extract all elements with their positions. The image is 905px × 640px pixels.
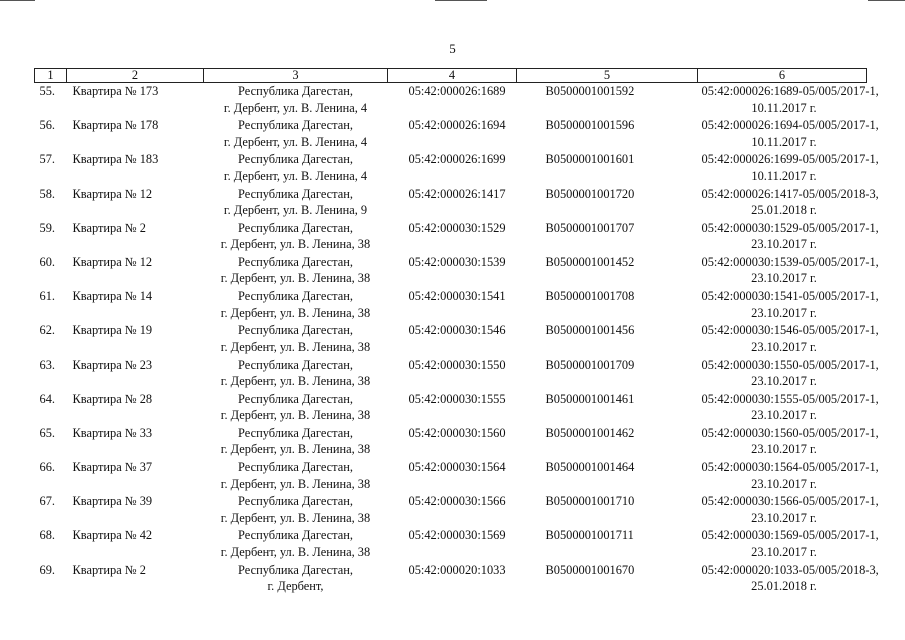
row-number: 69. (39, 562, 55, 577)
registration-record: 05:42:000030:1569-05/005/2017-1, (701, 528, 879, 543)
address-cell (204, 254, 388, 288)
column-header: 5 (517, 69, 698, 83)
row-number: 67. (39, 494, 55, 509)
object-name-cell (67, 151, 204, 185)
row-number-cell (35, 83, 67, 118)
registration-date: 25.01.2018 г. (751, 203, 817, 218)
registration-date: 10.11.2017 г. (751, 100, 817, 115)
object-name-cell (67, 322, 204, 356)
table-row (35, 459, 867, 493)
object-name-cell (67, 220, 204, 254)
object-name-cell (67, 186, 204, 220)
registry-number-cell (517, 186, 698, 220)
row-number: 59. (39, 220, 55, 235)
column-header: 6 (698, 69, 867, 83)
registration-cell (698, 288, 879, 322)
address-line-1: Республика Дагестан, (238, 391, 353, 406)
row-number-cell (35, 425, 67, 459)
address-line-2: г. Дербент, ул. В. Ленина, 38 (220, 237, 371, 252)
registry-number: В0500001001710 (545, 494, 635, 509)
registration-date: 23.10.2017 г. (751, 408, 817, 423)
object-name: Квартира № 23 (72, 357, 153, 372)
registration-date: 10.11.2017 г. (751, 134, 817, 149)
registry-number-cell (517, 117, 698, 151)
table-row (35, 151, 867, 185)
address-cell (204, 322, 388, 356)
address-line-2: г. Дербент, ул. В. Ленина, 38 (220, 339, 371, 354)
property-table (34, 68, 879, 596)
address-cell (204, 186, 388, 220)
registry-number-cell (517, 425, 698, 459)
address-line-2: г. Дербент, ул. В. Ленина, 38 (220, 408, 371, 423)
address-cell (204, 151, 388, 185)
cadastral-number: 05:42:000026:1417 (408, 186, 506, 201)
registry-number-cell (517, 151, 698, 185)
address-line-1: Республика Дагестан, (238, 289, 353, 304)
registration-cell (698, 562, 879, 596)
address-line-2: г. Дербент, ул. В. Ленина, 4 (223, 168, 368, 183)
registration-date: 23.10.2017 г. (751, 544, 817, 559)
cadastral-number: 05:42:000026:1689 (408, 84, 506, 98)
cadastral-number-cell (388, 527, 517, 561)
table-row (35, 186, 867, 220)
table-row (35, 254, 867, 288)
row-number-cell (35, 254, 67, 288)
address-line-1: Республика Дагестан, (238, 186, 353, 201)
address-cell (204, 493, 388, 527)
address-line-2: г. Дербент, ул. В. Ленина, 38 (220, 305, 371, 320)
registration-cell (698, 322, 879, 356)
table-row (35, 322, 867, 356)
cadastral-number: 05:42:000020:1033 (408, 562, 506, 577)
cadastral-number: 05:42:000030:1564 (408, 460, 506, 475)
registry-number: В0500001001711 (545, 528, 634, 543)
page-number: 5 (449, 41, 456, 56)
registration-record: 05:42:000026:1417-05/005/2018-3, (701, 186, 879, 201)
registration-record: 05:42:000030:1564-05/005/2017-1, (701, 460, 879, 475)
registration-date: 25.01.2018 г. (751, 579, 817, 594)
registration-record: 05:42:000026:1689-05/005/2017-1, (701, 84, 879, 98)
address-cell (204, 527, 388, 561)
address-line-2: г. Дербент, ул. В. Ленина, 38 (220, 271, 371, 286)
object-name: Квартира № 2 (72, 562, 146, 577)
registration-record: 05:42:000026:1699-05/005/2017-1, (701, 152, 879, 167)
row-number: 62. (39, 323, 55, 338)
column-header: 4 (388, 69, 517, 83)
address-line-1: Республика Дагестан, (238, 323, 353, 338)
row-number: 56. (39, 118, 55, 133)
cadastral-number: 05:42:000026:1699 (408, 152, 506, 167)
registration-date: 23.10.2017 г. (751, 476, 817, 491)
cadastral-number-cell (388, 151, 517, 185)
table-row (35, 288, 867, 322)
cadastral-number: 05:42:000030:1566 (408, 494, 506, 509)
registration-cell (698, 151, 879, 185)
registration-date: 23.10.2017 г. (751, 510, 817, 525)
address-cell (204, 357, 388, 391)
cadastral-number: 05:42:000030:1560 (408, 425, 506, 440)
registry-number: В0500001001462 (545, 425, 635, 440)
registry-number: В0500001001596 (545, 118, 635, 133)
address-line-2: г. Дербент, ул. В. Ленина, 38 (220, 544, 371, 559)
registry-number-cell (517, 220, 698, 254)
registration-record: 05:42:000030:1529-05/005/2017-1, (701, 220, 879, 235)
registry-number-cell (517, 288, 698, 322)
registration-date: 23.10.2017 г. (751, 339, 817, 354)
object-name-cell (67, 527, 204, 561)
object-name-cell (67, 357, 204, 391)
row-number-cell (35, 493, 67, 527)
table-row (35, 527, 867, 561)
table-row (35, 391, 867, 425)
cadastral-number: 05:42:000030:1546 (408, 323, 506, 338)
table-header-row (35, 69, 867, 83)
address-line-2: г. Дербент, ул. В. Ленина, 38 (220, 374, 371, 388)
object-name-cell (67, 254, 204, 288)
row-number-cell (35, 322, 67, 356)
table-row (35, 562, 867, 596)
cadastral-number-cell (388, 425, 517, 459)
registration-record: 05:42:000030:1541-05/005/2017-1, (701, 289, 879, 304)
registry-number-cell (517, 527, 698, 561)
address-line-1: Республика Дагестан, (238, 84, 353, 98)
table-row (35, 117, 867, 151)
registration-cell (698, 493, 879, 527)
registration-date: 23.10.2017 г. (751, 237, 817, 252)
registration-date: 10.11.2017 г. (751, 168, 817, 183)
registry-number-cell (517, 357, 698, 391)
address-cell (204, 83, 388, 118)
address-cell (204, 288, 388, 322)
registration-date: 23.10.2017 г. (751, 271, 817, 286)
address-line-2: г. Дербент, ул. В. Ленина, 9 (223, 203, 368, 218)
row-number-cell (35, 562, 67, 596)
object-name-cell (67, 391, 204, 425)
registration-record: 05:42:000030:1550-05/005/2017-1, (701, 357, 879, 372)
object-name: Квартира № 28 (72, 391, 153, 406)
registry-number-cell (517, 254, 698, 288)
registration-record: 05:42:000030:1546-05/005/2017-1, (701, 323, 879, 338)
row-number: 68. (39, 528, 55, 543)
cadastral-number-cell (388, 357, 517, 391)
row-number: 63. (39, 357, 55, 372)
address-line-2: г. Дербент, ул. В. Ленина, 38 (220, 510, 371, 525)
registry-number-cell (517, 493, 698, 527)
address-line-1: Республика Дагестан, (238, 460, 353, 475)
row-number-cell (35, 459, 67, 493)
object-name: Квартира № 39 (72, 494, 153, 509)
cadastral-number-cell (388, 254, 517, 288)
row-number: 61. (39, 289, 55, 304)
row-number-cell (35, 220, 67, 254)
object-name-cell (67, 459, 204, 493)
table-row (35, 83, 867, 118)
cadastral-number-cell (388, 459, 517, 493)
registry-number: В0500001001592 (545, 84, 635, 98)
object-name: Квартира № 19 (72, 323, 153, 338)
registration-cell (698, 391, 879, 425)
column-header: 2 (67, 69, 204, 83)
address-line-1: Республика Дагестан, (238, 562, 353, 577)
address-line-2: г. Дербент, (267, 579, 324, 594)
cadastral-number: 05:42:000030:1569 (408, 528, 506, 543)
row-number: 57. (39, 152, 55, 167)
registration-cell (698, 254, 879, 288)
registry-number-cell (517, 562, 698, 596)
address-line-1: Республика Дагестан, (238, 118, 353, 133)
registry-number: В0500001001708 (545, 289, 635, 304)
registry-number: В0500001001709 (545, 357, 635, 372)
row-number-cell (35, 151, 67, 185)
cadastral-number-cell (388, 493, 517, 527)
object-name-cell (67, 493, 204, 527)
registration-cell (698, 186, 879, 220)
address-line-1: Республика Дагестан, (238, 254, 353, 269)
cadastral-number-cell (388, 117, 517, 151)
object-name-cell (67, 83, 204, 118)
registry-number: В0500001001456 (545, 323, 635, 338)
object-name: Квартира № 37 (72, 460, 153, 475)
registration-date: 23.10.2017 г. (751, 442, 817, 457)
registry-number: В0500001001452 (545, 254, 635, 269)
row-number-cell (35, 117, 67, 151)
registry-number: В0500001001461 (545, 391, 635, 406)
registration-date: 23.10.2017 г. (751, 305, 817, 320)
address-cell (204, 562, 388, 596)
cadastral-number-cell (388, 391, 517, 425)
registry-number-cell (517, 391, 698, 425)
cadastral-number: 05:42:000030:1541 (408, 289, 506, 304)
object-name: Квартира № 42 (72, 528, 153, 543)
registration-record: 05:42:000020:1033-05/005/2018-3, (701, 562, 879, 577)
registry-number: В0500001001720 (545, 186, 635, 201)
scan-edge-left (0, 0, 35, 1)
cadastral-number: 05:42:000030:1539 (408, 254, 506, 269)
object-name: Квартира № 14 (72, 289, 153, 304)
object-name: Квартира № 183 (72, 152, 159, 167)
address-cell (204, 117, 388, 151)
row-number: 64. (39, 391, 55, 406)
object-name: Квартира № 12 (72, 254, 153, 269)
registration-cell (698, 357, 879, 391)
registration-record: 05:42:000030:1555-05/005/2017-1, (701, 391, 879, 406)
address-cell (204, 391, 388, 425)
address-line-1: Республика Дагестан, (238, 220, 353, 235)
address-line-1: Республика Дагестан, (238, 494, 353, 509)
object-name-cell (67, 562, 204, 596)
registry-number-cell (517, 322, 698, 356)
registry-number: В0500001001464 (545, 460, 635, 475)
address-line-2: г. Дербент, ул. В. Ленина, 38 (220, 476, 371, 491)
registry-number: В0500001001670 (545, 562, 635, 577)
cadastral-number: 05:42:000030:1555 (408, 391, 506, 406)
registry-number: В0500001001707 (545, 220, 635, 235)
address-line-1: Республика Дагестан, (238, 357, 353, 372)
row-number-cell (35, 288, 67, 322)
registration-date: 23.10.2017 г. (751, 374, 817, 388)
table-body (35, 83, 879, 596)
cadastral-number-cell (388, 322, 517, 356)
cadastral-number-cell (388, 186, 517, 220)
object-name: Квартира № 33 (72, 425, 153, 440)
address-line-1: Республика Дагестан, (238, 425, 353, 440)
cadastral-number-cell (388, 83, 517, 118)
row-number-cell (35, 391, 67, 425)
object-name-cell (67, 117, 204, 151)
row-number: 55. (39, 84, 55, 98)
object-name: Квартира № 2 (72, 220, 146, 235)
address-line-2: г. Дербент, ул. В. Ленина, 4 (223, 100, 368, 115)
registry-number: В0500001001601 (545, 152, 635, 167)
row-number-cell (35, 527, 67, 561)
registration-cell (698, 425, 879, 459)
object-name: Квартира № 178 (72, 118, 159, 133)
table-row (35, 357, 867, 391)
table-row (35, 425, 867, 459)
object-name-cell (67, 288, 204, 322)
address-cell (204, 425, 388, 459)
cadastral-number-cell (388, 288, 517, 322)
column-header: 1 (35, 69, 67, 83)
address-cell (204, 220, 388, 254)
address-line-2: г. Дербент, ул. В. Ленина, 4 (223, 134, 368, 149)
cadastral-number: 05:42:000030:1529 (408, 220, 506, 235)
cadastral-number: 05:42:000030:1550 (408, 357, 506, 372)
registration-record: 05:42:000030:1566-05/005/2017-1, (701, 494, 879, 509)
cadastral-number-cell (388, 562, 517, 596)
address-line-1: Республика Дагестан, (238, 152, 353, 167)
registration-record: 05:42:000030:1560-05/005/2017-1, (701, 425, 879, 440)
table-row (35, 220, 867, 254)
registry-number-cell (517, 459, 698, 493)
cadastral-number: 05:42:000026:1694 (408, 118, 506, 133)
column-header: 3 (204, 69, 388, 83)
row-number: 60. (39, 254, 55, 269)
registration-cell (698, 459, 879, 493)
object-name: Квартира № 12 (72, 186, 153, 201)
registration-cell (698, 220, 879, 254)
registration-cell (698, 117, 879, 151)
address-cell (204, 459, 388, 493)
registry-number-cell (517, 83, 698, 118)
object-name: Квартира № 173 (72, 84, 159, 98)
table-row (35, 493, 867, 527)
row-number: 66. (39, 460, 55, 475)
object-name-cell (67, 425, 204, 459)
scan-edge-mid (435, 0, 487, 1)
registration-record: 05:42:000026:1694-05/005/2017-1, (701, 118, 879, 133)
cadastral-number-cell (388, 220, 517, 254)
row-number-cell (35, 186, 67, 220)
scan-edge-right (868, 0, 905, 1)
address-line-1: Республика Дагестан, (238, 528, 353, 543)
row-number: 65. (39, 425, 55, 440)
registration-record: 05:42:000030:1539-05/005/2017-1, (701, 254, 879, 269)
address-line-2: г. Дербент, ул. В. Ленина, 38 (220, 442, 371, 457)
registration-cell (698, 83, 879, 118)
row-number-cell (35, 357, 67, 391)
registration-cell (698, 527, 879, 561)
row-number: 58. (39, 186, 55, 201)
